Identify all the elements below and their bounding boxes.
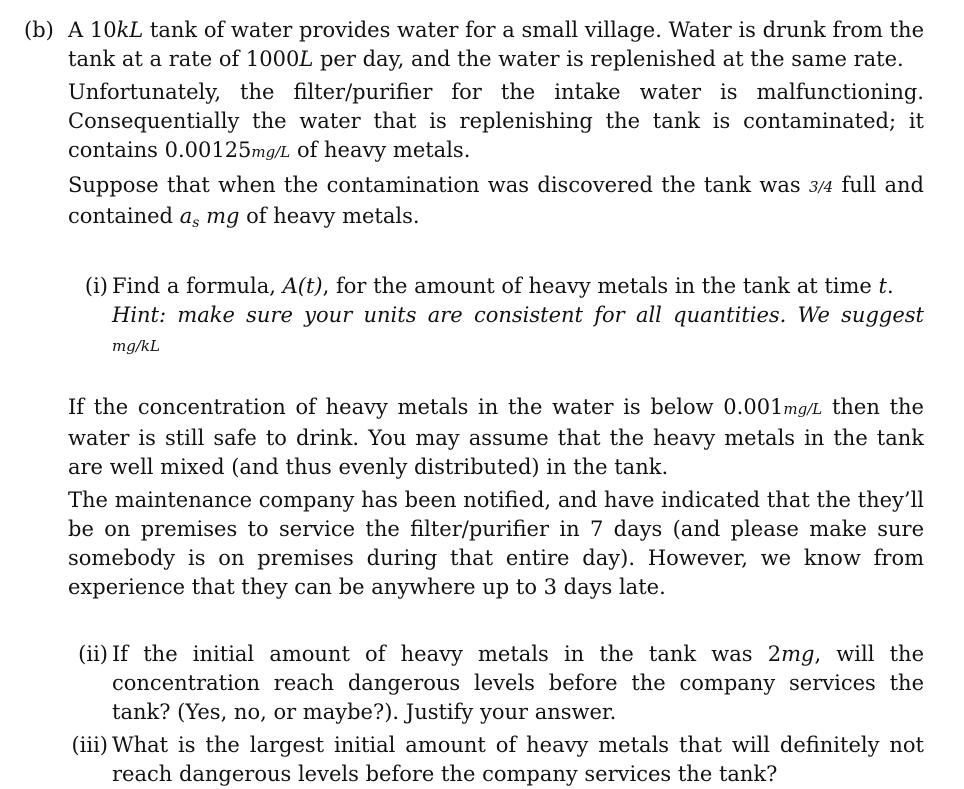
subpart-iii-text: What is the largest initial amount of heavy metals that will definitely not reach dangerous levels before the company services the tank? (112, 733, 924, 786)
p2-text-a: Unfortunately, the filter/purifier for the intake water is malfunctioning. Consequentially the water that is replenishing the tank is contaminated; it contains 0.00125 (68, 80, 924, 162)
subpart-i (68, 272, 924, 361)
p3-variable: a (179, 204, 193, 228)
subpart-i-text-b: , for the amount of heavy metals in the tank at time (322, 274, 879, 298)
subpart-ii-unit: mg (781, 642, 815, 666)
subpart-i-hint: Hint: make sure your units are consistent for all quantities. We suggest (112, 303, 924, 327)
p5-text: The maintenance company has been notified, and have indicated that the they’ll be on premises to service the filter/purifier in 7 days (and please make sure somebody is on premises during that entire day). However, we know from experience that they can be anywhere up to 3 days late. (68, 488, 924, 599)
subpart-i-label: (i) (84, 274, 108, 298)
subpart-i-var-t: t (878, 274, 887, 298)
paragraph-maintenance (68, 486, 924, 602)
p2-text-b: of heavy metals. (290, 138, 471, 162)
subpart-ii (68, 640, 924, 727)
subpart-iii-label: (iii) (71, 733, 108, 757)
p1-text-b: tank of water provides water for a small village. Water is drunk from the tank at a rate of 1000 (68, 18, 925, 71)
p4-unit: mg/L (783, 400, 823, 418)
p4-text-b: then the water is still safe to drink. You may assume that the heavy metals in the tank are well mixed (and thus evenly distributed) in the tank. (68, 395, 924, 479)
p1-unit-l: L (299, 47, 314, 71)
p3-unit: mg (199, 204, 240, 228)
p1-unit-kl: kL (116, 18, 144, 42)
subpart-ii-text-a: If the initial amount of heavy metals in the tank was 2 (112, 642, 782, 666)
subpart-i-text-a: Find a formula, (112, 274, 283, 298)
paragraph-initial-state (68, 171, 924, 238)
subpart-ii-label: (ii) (78, 642, 108, 666)
p1-text-a: A 10 (68, 18, 117, 42)
paragraph-safety-threshold (68, 393, 924, 482)
subpart-i-function: A(t) (282, 274, 323, 298)
subpart-iii (68, 731, 924, 789)
question-part-b (24, 16, 924, 789)
subpart-ii-text-b: , will the concentration reach dangerous levels before the company services the tank? (Yes, no, or maybe?). Justify your answer. (112, 642, 924, 724)
p4-text-a: If the concentration of heavy metals in the water is below 0.001 (68, 395, 784, 419)
p3-subscript: s (192, 215, 200, 231)
p3-text-c: of heavy metals. (239, 204, 420, 228)
p2-unit: mg/L (251, 143, 291, 161)
p3-text-b: full and contained (68, 173, 924, 228)
p3-text-a: Suppose that when the contamination was discovered the tank was (68, 173, 810, 197)
subpart-i-text-c: . (886, 274, 894, 298)
p3-fraction: 3/4 (809, 178, 834, 196)
paragraph-contamination (68, 78, 924, 167)
subpart-i-hint-unit: mg/kL (112, 337, 160, 355)
p1-text-c: per day, and the water is replenished at the same rate. (313, 47, 904, 71)
part-b-label: (b) (24, 18, 54, 42)
paragraph-tank-description (68, 16, 924, 74)
